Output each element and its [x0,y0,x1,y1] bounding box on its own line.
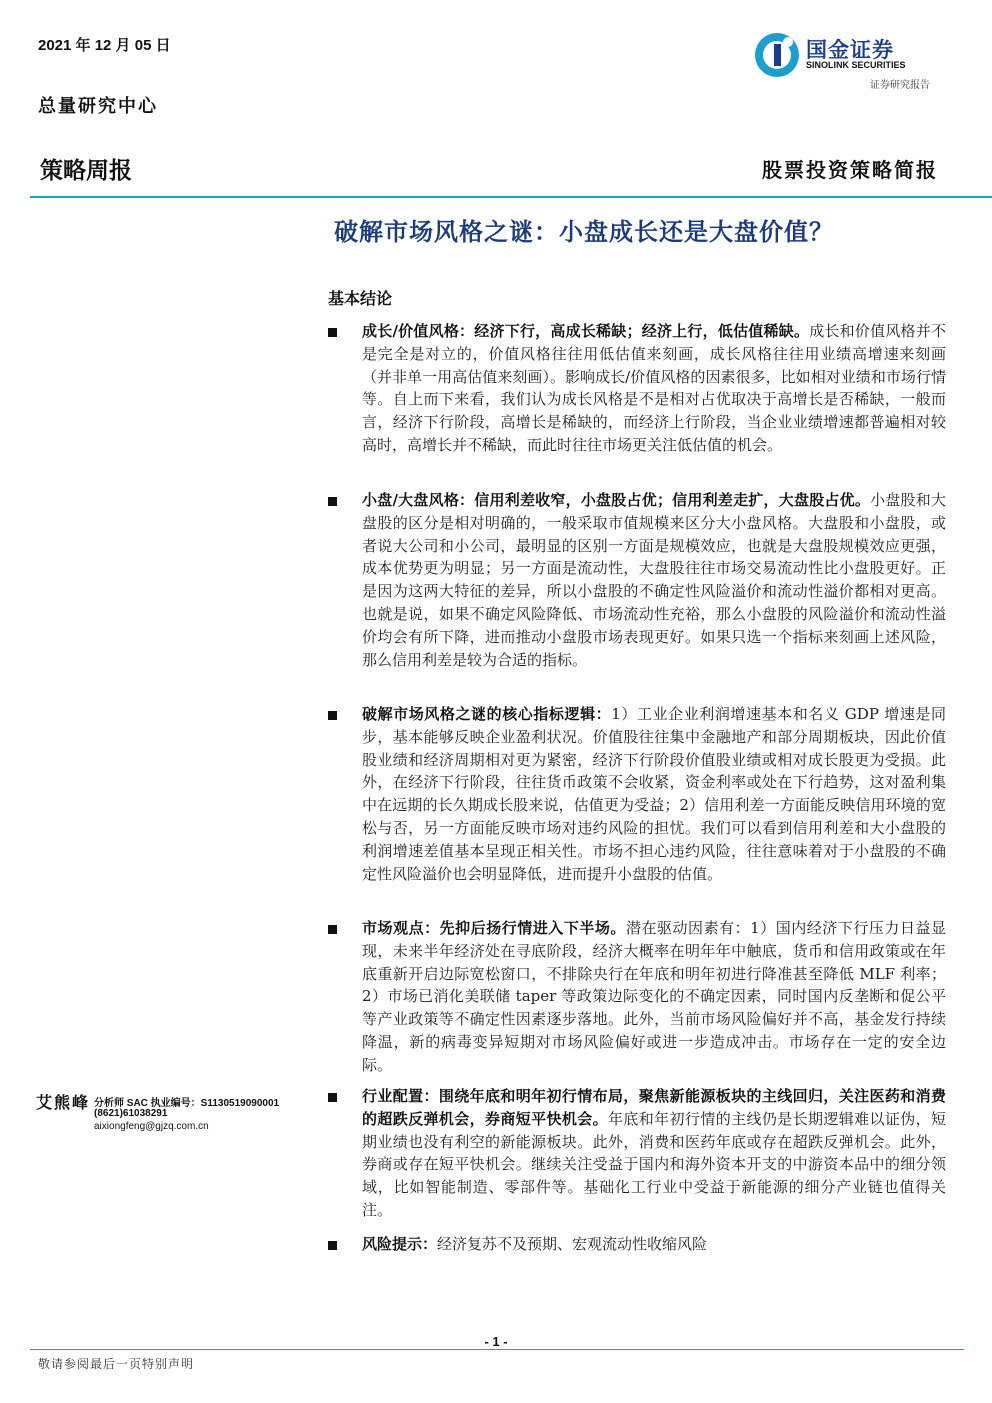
header-divider [30,196,992,198]
analyst-info [36,1090,326,1132]
report-subtitle: 股票投资策略简报 [762,158,938,182]
footer-disclaimer: 敬请参阅最后一页特别声明 [38,1357,195,1371]
report-type: 策略周报 [40,157,132,183]
report-title: 破解市场风格之谜：小盘成长还是大盘价值？ [334,217,834,246]
logo-subtitle: 证券研究报告 [870,80,930,91]
analyst-title: 分析师 SAC 执业编号：S1130519090001 [94,1098,280,1109]
conclusion-item [328,917,948,1077]
bullet-square-icon [328,1093,337,1102]
conclusion-body: 潜在驱动因素有：1）国内经济下行压力日益显现，未来半年经济处在寻底阶段，经济大概率在明年年中触底，货币和信用政策或在年底重新开启边际宽松窗口，不排除央行在年底和明年初进行降准甚至降低 MLF 利率；2）市场已消化美联储 taper 等政策边际变化的不确定因素，同时国内反垄断和促公平等产业政策等不确定性因素逐步落地。此外，当前市场风险偏好并不高，基金发行持续降温，新的病毒变异短期对市场风险偏好或进一步造成冲击。市场存在一定的安全边际。 [362,919,946,1074]
conclusion-body: 成长和价值风格并不是完全是对立的，价值风格往往用低估值来刻画，成长风格往往用业绩高增速来刻画（并非单一用高估值来刻画）。影响成长/价值风格的因素很多，比如相对业绩和市场行情等。自上而下来看，我们认为成长风格是不是相对占优取决于高增长是否稀缺，一般而言，经济下行阶段，高增长是稀缺的，而经济上行阶段，当企业业绩增速都普遍相对较高时，高增长并不稀缺，而此时往往市场更关注低估值的机会。 [362,322,946,454]
analyst-email: aixiongfeng@gjzq.com.cn [94,1121,209,1132]
company-logo [752,28,952,94]
sinolink-logo-icon [752,30,802,80]
analyst-phone: (8621)61038291 [94,1108,168,1119]
bullet-square-icon [328,1241,337,1250]
conclusion-body: 经济复苏不及预期、宏观流动性收缩风险 [437,1235,708,1253]
logo-english-name: SINOLINK SECURITIES [806,60,906,70]
conclusion-lead: 小盘/大盘风格：信用利差收窄，小盘股占优；信用利差走扩，大盘股占优。 [362,491,871,509]
logo-company-name: 国金证券 [806,39,894,62]
conclusion-lead: 行业配置：围绕年底和明年初行情布局，聚焦新能源板块的主线回归，关注医药和消费的超跌反弹机会，券商短平快机会。 [362,1087,946,1128]
conclusion-item [328,489,948,671]
footer-divider [30,1349,964,1350]
conclusion-item [328,1233,948,1256]
report-date: 2021 年 12 月 05 日 [38,37,171,54]
conclusion-lead: 破解市场风格之谜的核心指标逻辑： [362,705,612,723]
bullet-square-icon [328,711,337,720]
page-number: - 1 - [484,1334,508,1349]
conclusion-body: 年底和年初行情的主线仍是长期逻辑难以证伪，短期业绩也没有利空的新能源板块。此外，消费和医药年底或存在超跌反弹机会。此外，券商或存在短平快机会。继续关注受益于国内和海外资本开支的中游资本品中的细分领域，比如智能制造、零部件等。基础化工行业中受益于新能源的细分产业链也值得关注。 [362,1109,946,1219]
bullet-square-icon [328,925,337,934]
conclusion-body: 1）工业企业利润增速基本和名义 GDP 增速是同步，基本能够反映企业盈利状况。价值股往往集中金融地产和部分周期板块，因此价值股业绩和经济周期相对更为紧密，经济下行阶段价值股业绩或相对成长股更为受损。此外，在经济下行阶段，往往货币政策不会收紧，资金利率或处在下行趋势，这对盈利集中在远期的长久期成长股来说，估值更为受益；2）信用利差一方面能反映信用环境的宽松与否，另一方面能反映市场对违约风险的担忧。我们可以看到信用利差和大小盘股的利润增速差值基本呈现正相关性。市场不担心违约风险，往往意味着对于小盘股的不确定性风险溢价也会明显降低，进而提升小盘股的估值。 [362,705,946,883]
conclusion-lead: 风险提示： [362,1235,438,1253]
department-name: 总量研究中心 [38,96,158,117]
conclusion-body: 小盘股和大盘股的区分是相对明确的，一般采取市值规模来区分大小盘风格。大盘股和小盘股，或者说大公司和小公司，最明显的区别一方面是规模效应，也就是大盘股规模效应更强，成本优势更为明显；另一方面是流动性，大盘股往往市场交易流动性比小盘股更好。正是因为这两大特征的差异，所以小盘股的不确定性风险溢价和流动性溢价都相对更高。也就是说，如果不确定风险降低、市场流动性充裕，那么小盘股的风险溢价和流动性溢价均会有所下降，进而推动小盘股市场表现更好。如果只选一个指标来刻画上述风险，那么信用利差是较为合适的指标。 [362,491,946,669]
bullet-square-icon [328,328,337,337]
conclusion-lead: 市场观点：先抑后扬行情进入下半场。 [362,919,626,937]
section-heading: 基本结论 [328,289,393,308]
bullet-square-icon [328,497,337,506]
analyst-name: 艾熊峰 [36,1093,91,1112]
conclusion-item [328,703,948,885]
conclusion-item [328,320,948,457]
conclusion-lead: 成长/价值风格：经济下行，高成长稀缺；经济上行，低估值稀缺。 [362,322,810,340]
conclusion-item [328,1085,948,1222]
